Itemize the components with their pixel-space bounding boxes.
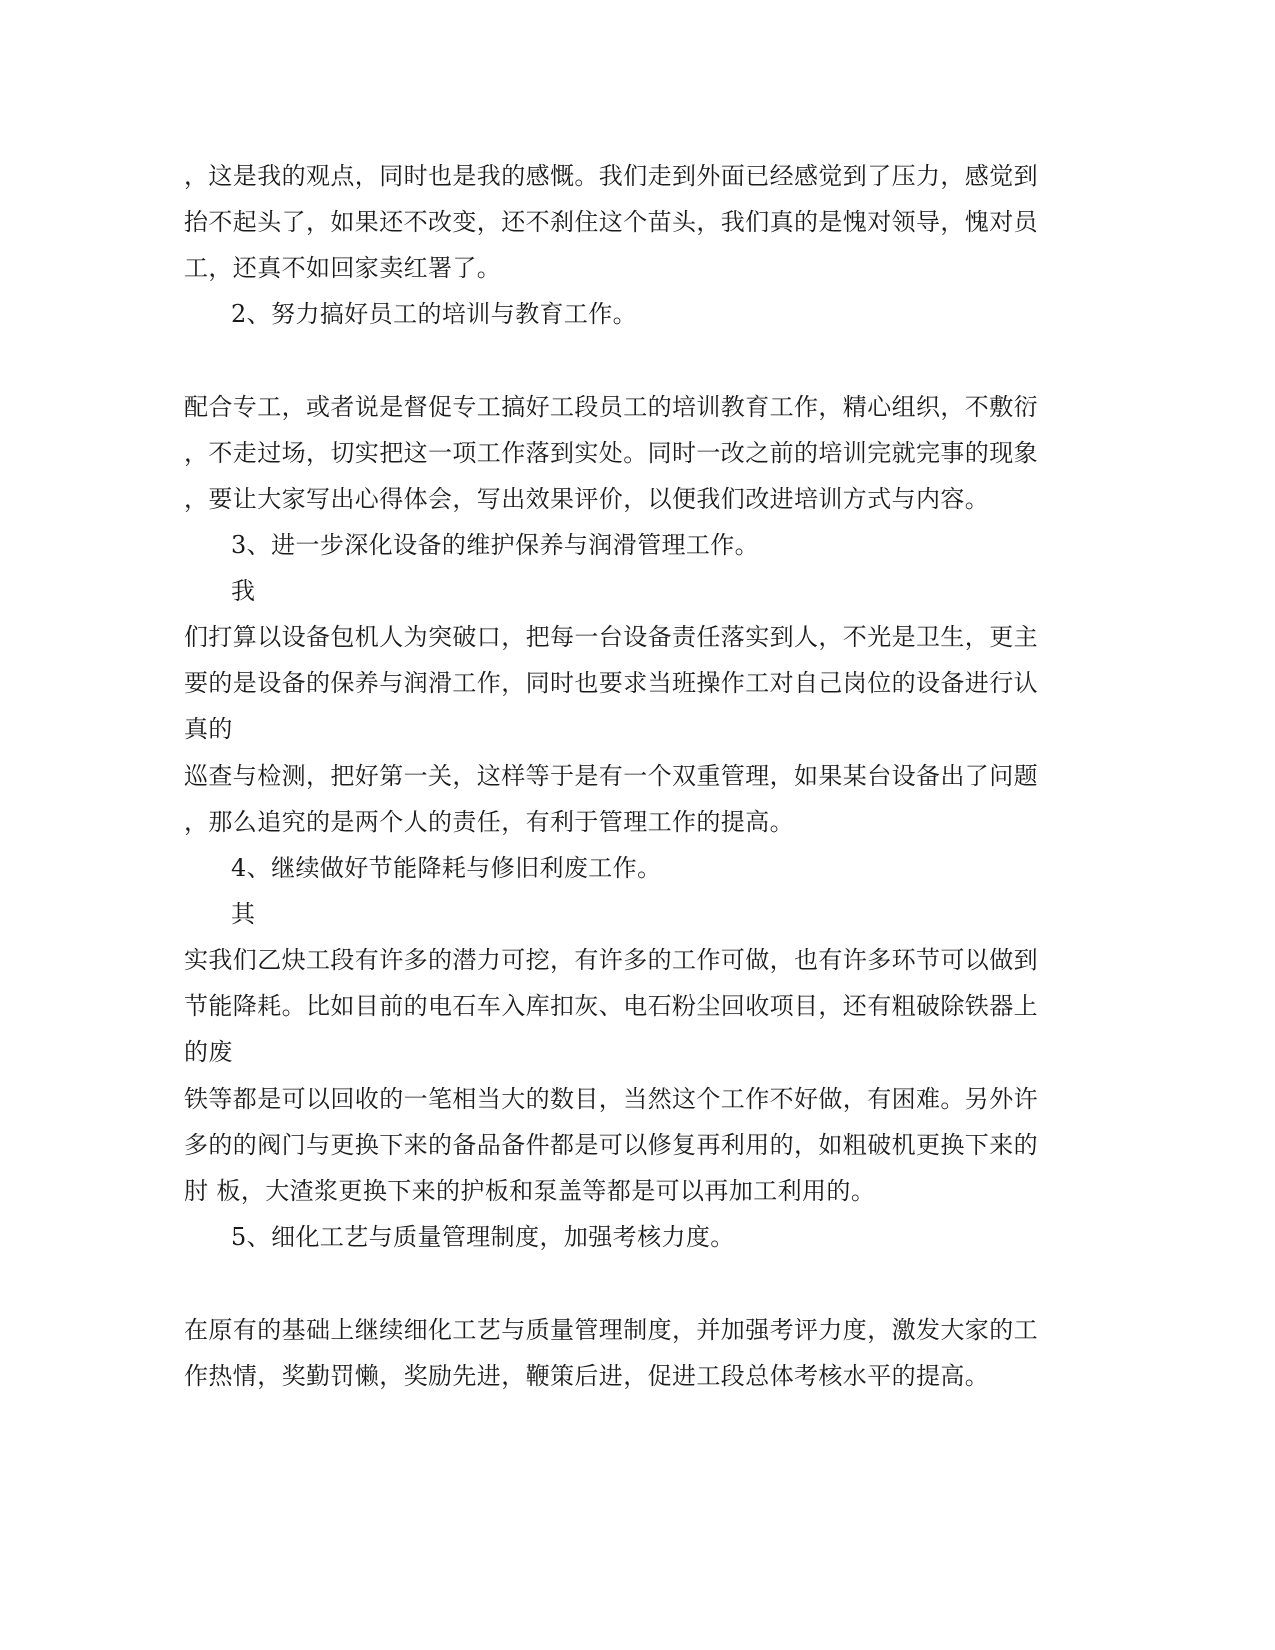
body-text-line: 作热情，奖勤罚懒，奖励先进，鞭策后进，促进工段总体考核水平的提高。 (184, 1362, 990, 1390)
body-text-line: 我 (231, 577, 256, 605)
body-text-line: ，要让大家写出心得体会，写出效果评价，以便我们改进培训方式与内容。 (184, 485, 990, 513)
body-text-line: 配合专工，或者说是督促专工搞好工段员工的培训教育工作，精心组织，不敷衍 (184, 393, 1038, 421)
body-text-line: ，那么追究的是两个人的责任，有利于管理工作的提高。 (184, 808, 794, 836)
body-text-line: 真的 (184, 715, 233, 743)
body-text-line: 们打算以设备包机人为突破口，把每一台设备责任落实到人，不光是卫生，更主 (184, 623, 1038, 651)
body-text-line: 的废 (184, 1038, 233, 1066)
section-heading: 2、努力搞好员工的培训与教育工作。 (231, 300, 638, 328)
body-text-line: 多的的阀门与更换下来的备品备件都是可以修复再利用的，如粗破机更换下来的 (184, 1131, 1038, 1159)
body-text-line: 铁等都是可以回收的一笔相当大的数目，当然这个工作不好做，有困难。另外许 (184, 1085, 1038, 1113)
body-text-line: 其 (231, 900, 256, 928)
body-text-line: 实我们乙炔工段有许多的潜力可挖，有许多的工作可做，也有许多环节可以做到 (184, 946, 1038, 974)
body-text-line: 在原有的基础上继续细化工艺与质量管理制度，并加强考评力度，激发大家的工 (184, 1316, 1038, 1344)
body-text-line: 抬不起头了，如果还不改变，还不刹住这个苗头，我们真的是愧对领导，愧对员 (184, 208, 1038, 236)
body-text-line: 巡查与检测，把好第一关，这样等于是有一个双重管理，如果某台设备出了问题 (184, 762, 1038, 790)
body-text-line: ，不走过场，切实把这一项工作落到实处。同时一改之前的培训完就完事的现象 (184, 439, 1038, 467)
body-text-line: ，这是我的观点，同时也是我的感慨。我们走到外面已经感觉到了压力，感觉到 (184, 162, 1038, 190)
body-text-line: 工，还真不如回家卖红署了。 (184, 254, 502, 282)
body-text-line: 肘 板，大渣浆更换下来的护板和泵盖等都是可以再加工利用的。 (184, 1177, 876, 1205)
body-text-line: 要的是设备的保养与润滑工作，同时也要求当班操作工对自己岗位的设备进行认 (184, 669, 1038, 697)
body-text-line: 节能降耗。比如目前的电石车入库扣灰、电石粉尘回收项目，还有粗破除铁器上 (184, 992, 1038, 1020)
section-heading: 5、细化工艺与质量管理制度，加强考核力度。 (231, 1223, 735, 1251)
section-heading: 4、继续做好节能降耗与修旧利废工作。 (231, 854, 662, 882)
section-heading: 3、进一步深化设备的维护保养与润滑管理工作。 (231, 531, 760, 559)
